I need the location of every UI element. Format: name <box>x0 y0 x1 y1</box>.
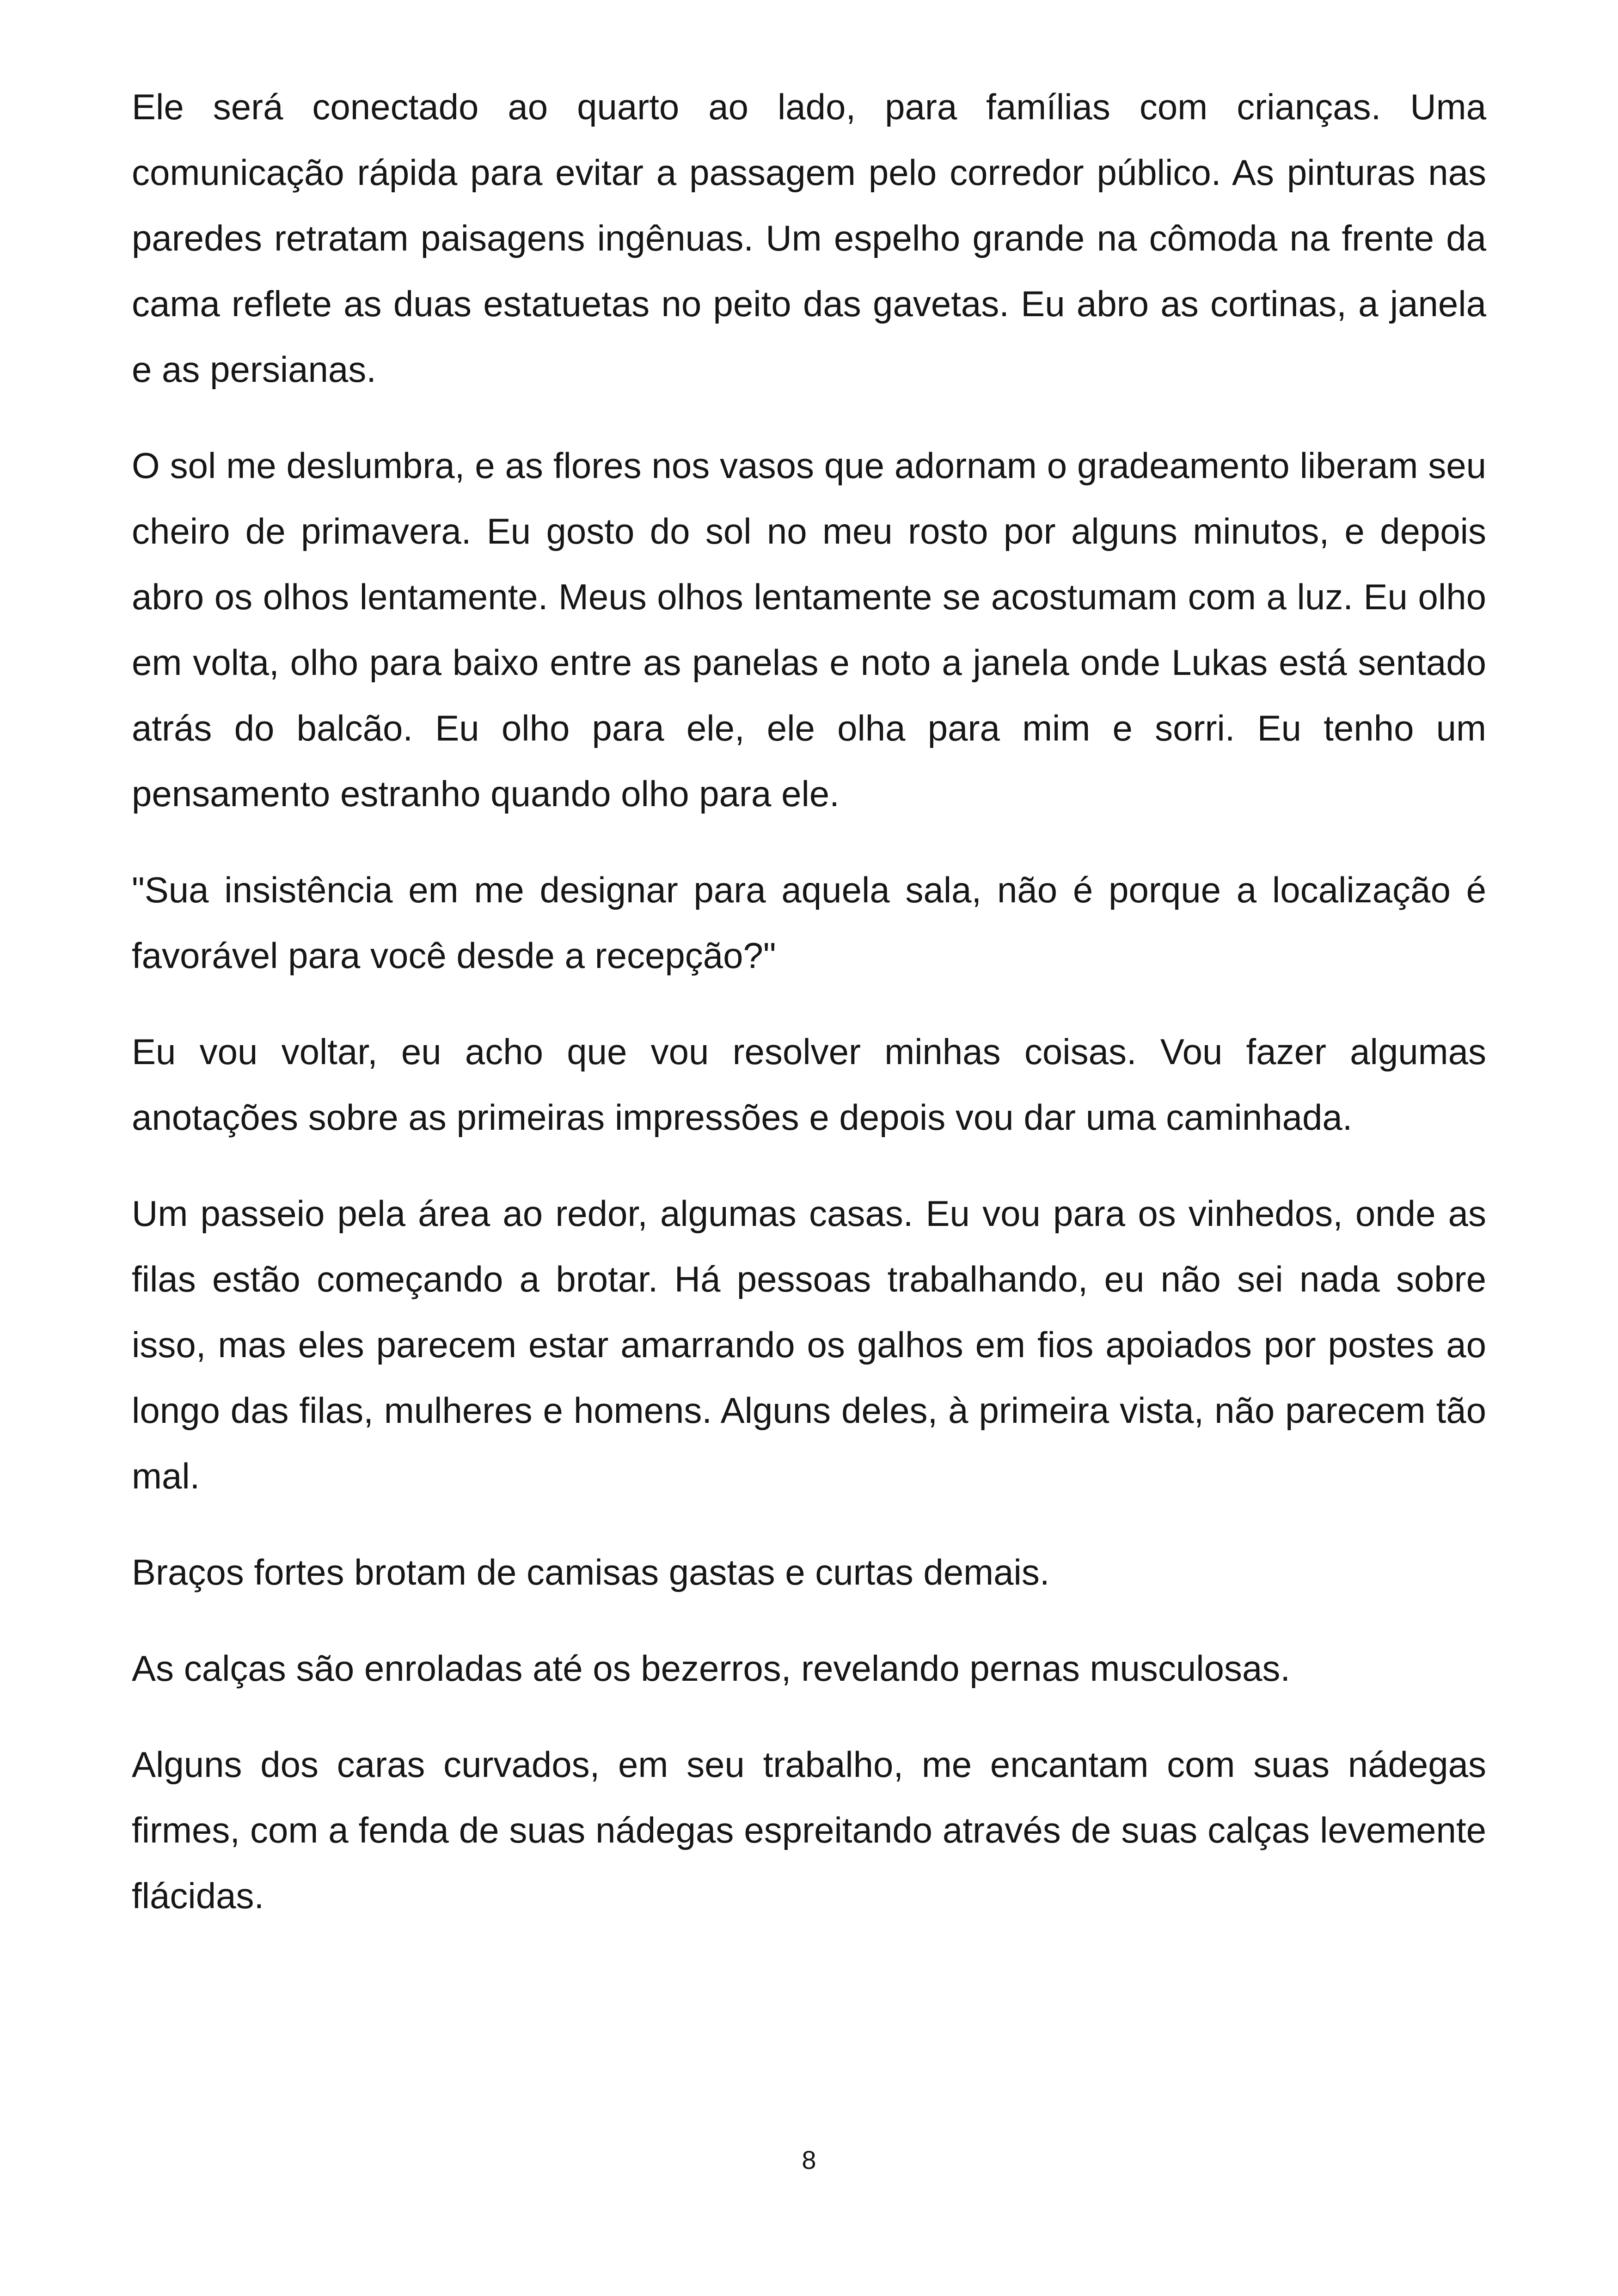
paragraph: Eu vou voltar, eu acho que vou resolver minhas coisas. Vou fazer algumas anotações sobre as primeiras impressões e depois vou dar uma caminhada. <box>132 1031 1486 1138</box>
paragraph: Um passeio pela área ao redor, algumas casas. Eu vou para os vinhedos, onde as filas estão começando a brotar. Há pessoas trabalhando, eu não sei nada sobre isso, mas eles parecem estar amarrando os galhos em fios apoiados por postes ao longo das filas, mulheres e homens. Alguns deles, à primeira vista, não parecem tão mal. <box>132 1193 1486 1496</box>
paragraph: As calças são enroladas até os bezerros, revelando pernas musculosas. <box>132 1648 1291 1689</box>
paragraph: Alguns dos caras curvados, em seu trabalho, me encantam com suas nádegas firmes, com a fenda de suas nádegas espreitando através de suas calças levemente flácidas. <box>132 1744 1486 1916</box>
page-number: 8 <box>802 2145 816 2174</box>
paragraph: "Sua insistência em me designar para aquela sala, não é porque a localização é favorável para você desde a recepção?" <box>132 869 1486 976</box>
paragraph: Ele será conectado ao quarto ao lado, para famílias com crianças. Uma comunicação rápida para evitar a passagem pelo corredor público. As pinturas nas paredes retratam paisagens ingênuas. Um espelho grande na cômoda na frente da cama reflete as duas estatuetas no peito das gavetas. Eu abro as cortinas, a janela e as persianas. <box>132 86 1486 390</box>
paragraph: O sol me deslumbra, e as flores nos vasos que adornam o gradeamento liberam seu cheiro de primavera. Eu gosto do sol no meu rosto por alguns minutos, e depois abro os olhos lentamente. Meus olhos lentamente se acostumam com a luz. Eu olho em volta, olho para baixo entre as panelas e noto a janela onde Lukas está sentado atrás do balcão. Eu olho para ele, ele olha para mim e sorri. Eu tenho um pensamento estranho quando olho para ele. <box>132 445 1486 814</box>
paragraph: Braços fortes brotam de camisas gastas e curtas demais. <box>132 1552 1050 1592</box>
body-text <box>132 74 1486 1959</box>
